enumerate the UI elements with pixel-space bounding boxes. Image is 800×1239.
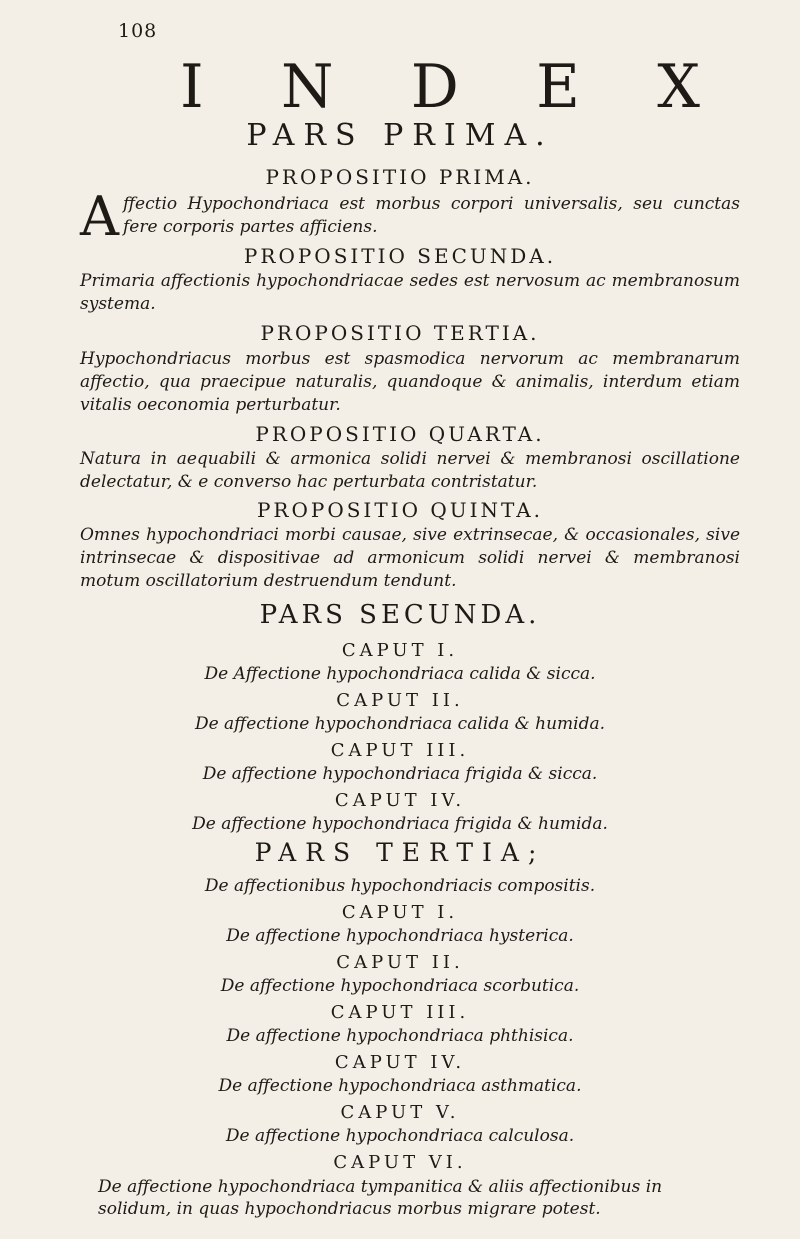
propositio-text: Hypochondriacus morbus est spasmodica nervorum ac membranarum affectio, qua praecipue naturalis, quandoque & animalis, interdum etiam vitalis oeconomia perturbatur. [80, 349, 740, 415]
pars-prima-title: PARS PRIMA. [246, 118, 554, 153]
propositio-text: Natura in aequabili & armonica solidi nervei & membranosi oscillatione delectatur, & e converso hac perturbata contristatur. [80, 449, 740, 492]
caput-heading: CAPUT II. [336, 690, 464, 711]
caput-heading: CAPUT IV. [334, 790, 466, 811]
caput-heading: CAPUT VI. [333, 1152, 467, 1173]
propositio-heading: PROPOSITIO SECUNDA. [243, 244, 557, 268]
propositio-text: Affectio Hypochondriaca est morbus corpori universalis, seu cunctas fere corporis partes afficiens. [80, 185, 740, 248]
caput-text: De affectione hypochondriaca hysterica. [226, 926, 574, 946]
propositio-heading: PROPOSITIO TERTIA. [260, 321, 540, 345]
caput-text: De affectione hypochondriaca frigida & humida. [192, 814, 608, 834]
caput-heading: CAPUT II. [336, 952, 464, 973]
propositio-heading: PROPOSITIO QUINTA. [256, 498, 544, 522]
caput-text: De affectione hypochondriaca frigida & sicca. [202, 764, 598, 784]
pars-secunda-title: PARS SECUNDA. [259, 600, 541, 630]
index-title-letter: D [410, 52, 459, 122]
index-title-letter: N [280, 52, 334, 122]
caput-heading: CAPUT I. [341, 640, 459, 661]
caput-text: De Affectione hypochondriaca calida & sicca. [204, 664, 596, 684]
caput-text: De affectione hypochondriaca phthisica. [226, 1026, 574, 1046]
caput-heading: CAPUT I. [341, 902, 459, 923]
caput-heading: CAPUT III. [330, 740, 470, 761]
propositio-text: Primaria affectionis hypochondriacae sedes est nervosum ac membranosum systema. [80, 271, 740, 314]
caput-text: De affectione hypochondriaca scorbutica. [220, 976, 580, 996]
index-title-letter: E [536, 52, 580, 122]
propositio-text: Omnes hypochondriaci morbi causae, sive extrinsecae, & occasionales, sive intrinsecae & dispositivae ad armonicum solidi nervei & membranosi motum oscillatorium destruendum tendunt. [80, 525, 740, 591]
index-title [180, 52, 700, 122]
propositio-heading: PROPOSITIO QUARTA. [255, 422, 545, 446]
page-number: 108 [118, 20, 158, 42]
caput-text: De affectione hypochondriaca tympanitica & aliis affectionibus in solidum, in quas hypochondriacus morbus migrare potest. [98, 1177, 663, 1219]
index-title-letter: X [657, 52, 700, 122]
caput-heading: CAPUT III. [330, 1002, 470, 1023]
caput-heading: CAPUT IV. [334, 1052, 466, 1073]
caput-heading: CAPUT V. [340, 1102, 460, 1123]
propositio-heading: PROPOSITIO PRIMA. [265, 165, 535, 189]
caput-text: De affectione hypochondriaca calculosa. [225, 1126, 575, 1146]
pars-tertia-title: PARS TERTIA; [254, 838, 546, 867]
index-title-letter: I [180, 52, 204, 122]
caput-text: De affectione hypochondriaca calida & humida. [194, 714, 606, 734]
pars-tertia-subtitle: De affectionibus hypochondriacis compositis. [204, 876, 596, 896]
caput-text: De affectione hypochondriaca asthmatica. [218, 1076, 582, 1096]
